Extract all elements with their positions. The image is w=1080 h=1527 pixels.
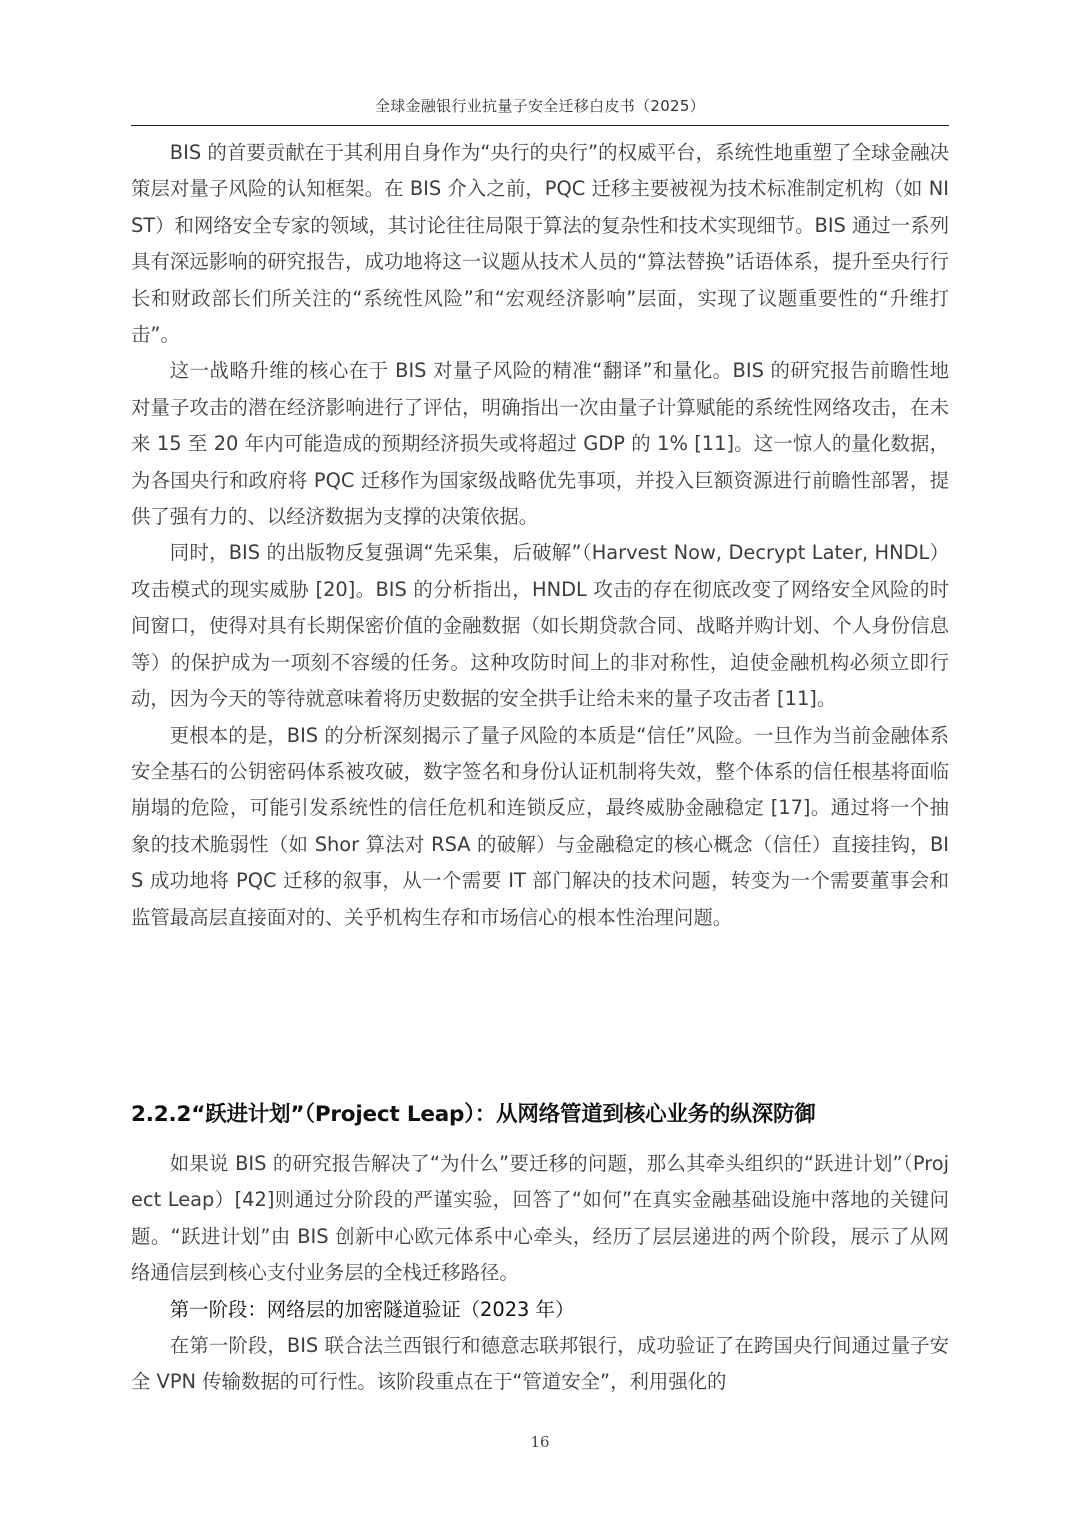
running-header: 全球金融银行业抗量子安全迁移白皮书（2025） bbox=[374, 97, 706, 115]
body-text-section bbox=[131, 1146, 949, 1401]
paragraph-trust-risk: 更根本的是，BIS 的分析深刻揭示了量子风险的本质是“信任”风险。一旦作为当前金融体系安全基石的公钥密码体系被攻破，数字签名和身份认证机制将失效，整个体系的信任根基将面临崩塌的危险，可能引发系统性的信任危机和连锁反应，最终威胁金融稳定 [17]。通过将一个抽象的技术脆弱性（如 Shor 算法对 RSA 的破解）与金融稳定的核心概念（信任）直接挂钩，BIS 成功地将 PQC 迁移的叙事，从一个需要 IT 部门解决的技术问题，转变为一个需要董事会和监管最高层直接面对的、关乎机构生存和市场信心的根本性治理问题。 bbox=[131, 723, 949, 929]
paragraph-project-leap-intro: 如果说 BIS 的研究报告解决了“为什么”要迁移的问题，那么其牵头组织的“跃进计划”（Project Leap）[42]则通过分阶段的严谨实验，回答了“如何”在真实金融基础设施中落地的关键问题。“跃进计划”由 BIS 创新中心欧元体系中心牵头，经历了层层递进的两个阶段，展示了从网络通信层到核心支付业务层的全栈迁移路径。 bbox=[131, 1152, 949, 1285]
subheading-phase-one: 第一阶段：网络层的加密隧道验证（2023 年） bbox=[169, 1297, 575, 1321]
paragraph-bis-contribution: BIS 的首要贡献在于其利用自身作为“央行的央行”的权威平台，系统性地重塑了全球金融决策层对量子风险的认知框架。在 BIS 介入之前，PQC 迁移主要被视为技术标准制定机构（如 NIST）和网络安全专家的领域，其讨论往往局限于算法的复杂性和技术实现细节。BIS 通过一系列具有深远影响的研究报告，成功地将这一议题从技术人员的“算法替换”话语体系，提升至央行行长和财政部长们所关注的“系统性风险”和“宏观经济影响”层面，实现了议题重要性的“升维打击”。 bbox=[131, 141, 949, 347]
page-number: 16 bbox=[530, 1433, 550, 1451]
section-heading-project-leap: 2.2.2“跃进计划”（Project Leap）：从网络管道到核心业务的纵深防御 bbox=[131, 1102, 816, 1127]
paragraph-phase-one: 在第一阶段，BIS 联合法兰西银行和德意志联邦银行，成功验证了在跨国央行间通过量子安全 VPN 传输数据的可行性。该阶段重点在于“管道安全”，利用强化的 bbox=[131, 1334, 949, 1394]
header-divider bbox=[131, 125, 949, 126]
body-text-top bbox=[131, 135, 949, 936]
paragraph-hndl-threat: 同时，BIS 的出版物反复强调“先采集，后破解”（Harvest Now, Decrypt Later, HNDL）攻击模式的现实威胁 [20]。BIS 的分析指出，HNDL 攻击的存在彻底改变了网络安全风险的时间窗口，使得对具有长期保密价值的金融数据（如长期贷款合同、战略并购计划、个人身份信息等）的保护成为一项刻不容缓的任务。这种攻防时间上的非对称性，迫使金融机构必须立即行动，因为今天的等待就意味着将历史数据的安全拱手让给未来的量子攻击者 [11]。 bbox=[131, 541, 949, 711]
paragraph-risk-quantification: 这一战略升维的核心在于 BIS 对量子风险的精准“翻译”和量化。BIS 的研究报告前瞻性地对量子攻击的潜在经济影响进行了评估，明确指出一次由量子计算赋能的系统性网络攻击，在未来 15 至 20 年内可能造成的预期经济损失或将超过 GDP 的 1% [11]。这一惊人的量化数据，为各国央行和政府将 PQC 迁移作为国家级战略优先事项，并投入巨额资源进行前瞻性部署，提供了强有力的、以经济数据为支撑的决策依据。 bbox=[131, 359, 949, 529]
